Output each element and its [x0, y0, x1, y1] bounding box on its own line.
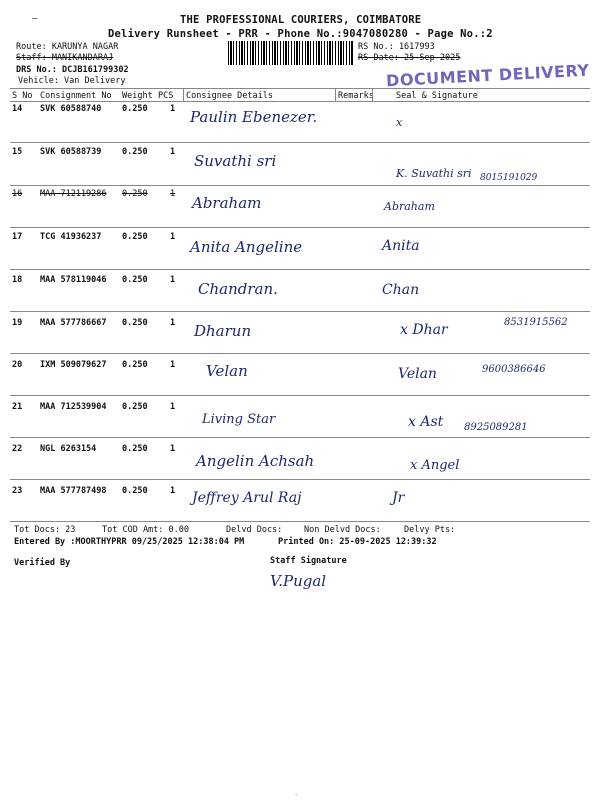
row-divider [10, 395, 590, 396]
col-divider [372, 88, 373, 102]
row-divider [10, 227, 590, 228]
row-divider [10, 269, 590, 270]
row-weight: 0.250 [122, 486, 148, 496]
row-weight: 0.250 [122, 104, 148, 114]
header-line-top [10, 88, 590, 89]
col-pcs: PCS [158, 91, 174, 101]
row-consignment: IXM 509079627 [40, 360, 107, 370]
row-sno: 14 [12, 104, 23, 114]
rs-date: RS Date: 25-Sep-2025 [358, 53, 461, 63]
row-weight: 0.250 [122, 318, 148, 328]
row-phone: 8015191029 [480, 173, 538, 183]
row-weight: 0.250 [122, 360, 148, 370]
drs-number: DRS No.: DCJB161799302 [16, 65, 129, 75]
row-consignment: MAA 712539904 [40, 402, 107, 412]
row-pcs: 1 [170, 104, 176, 114]
row-weight: 0.250 [122, 189, 148, 199]
row-signature: x Dhar [400, 322, 448, 338]
row-consignee: Angelin Achsah [196, 452, 315, 470]
vehicle-label: Vehicle: Van Delivery [18, 76, 126, 86]
row-sno: 21 [12, 402, 23, 412]
col-divider [183, 88, 184, 102]
row-divider [10, 142, 590, 143]
row-divider [10, 479, 590, 480]
page-bottom-mark: - [294, 790, 300, 800]
col-consignment: Consignment No [40, 91, 112, 101]
row-sno: 16 [12, 189, 23, 199]
row-signature: Abraham [384, 200, 435, 213]
staff-signature-mark: V.Pugal [270, 572, 327, 590]
non-delivered-docs: Non Delvd Docs: [304, 525, 381, 535]
row-consignment: SVK 60588740 [40, 104, 102, 114]
row-signature: Chan [382, 282, 420, 298]
row-pcs: 1 [170, 275, 176, 285]
row-consignee: Paulin Ebenezer. [190, 108, 318, 126]
col-sno: S No [12, 91, 33, 101]
row-weight: 0.250 [122, 402, 148, 412]
col-remarks: Remarks [338, 91, 374, 101]
rs-number: RS No.: 1617993 [358, 42, 435, 52]
row-pcs: 1 [170, 189, 176, 199]
row-divider [10, 185, 590, 186]
corner-mark: – [32, 14, 38, 24]
runsheet-subtitle: Delivery Runsheet - PRR - Phone No.:9047080280 - Page No.:2 [108, 28, 493, 40]
row-sno: 15 [12, 147, 23, 157]
total-cod: Tot COD Amt: 0.00 [102, 525, 189, 535]
row-consignee: Chandran. [198, 280, 278, 298]
row-consignment: NGL 6263154 [40, 444, 97, 454]
row-consignment: SVK 60588739 [40, 147, 102, 157]
row-pcs: 1 [170, 147, 176, 157]
row-sno: 18 [12, 275, 23, 285]
row-divider [10, 437, 590, 438]
company-title: THE PROFESSIONAL COURIERS, COIMBATORE [180, 14, 422, 26]
row-consignee: Living Star [202, 412, 276, 427]
row-weight: 0.250 [122, 232, 148, 242]
row-consignee: Velan [206, 362, 248, 380]
delivered-docs: Delvd Docs: [226, 525, 283, 535]
total-docs: Tot Docs: 23 [14, 525, 76, 535]
row-sno: 22 [12, 444, 23, 454]
row-consignee: Abraham [192, 194, 262, 212]
row-sno: 17 [12, 232, 23, 242]
verified-by: Verified By [14, 558, 71, 568]
row-signature: Jr [392, 490, 405, 506]
row-sno: 20 [12, 360, 23, 370]
row-divider [10, 311, 590, 312]
col-divider [335, 88, 336, 102]
row-pcs: 1 [170, 318, 176, 328]
row-weight: 0.250 [122, 275, 148, 285]
row-pcs: 1 [170, 402, 176, 412]
row-weight: 0.250 [122, 444, 148, 454]
col-consignee: Consignee Details [186, 91, 273, 101]
row-signature: Velan [398, 366, 437, 382]
row-consignee: Anita Angeline [190, 238, 303, 256]
row-consignment: MAA 577787498 [40, 486, 107, 496]
row-phone: 8925089281 [464, 422, 528, 433]
row-sno: 19 [12, 318, 23, 328]
delivery-points: Delvy Pts: [404, 525, 456, 535]
row-signature: K. Suvathi sri [396, 167, 472, 180]
row-signature: x Ast [408, 414, 444, 430]
row-consignment: MAA 712119286 [40, 189, 107, 199]
row-weight: 0.250 [122, 147, 148, 157]
row-pcs: 1 [170, 232, 176, 242]
row-phone: 9600386646 [482, 364, 546, 375]
row-pcs: 1 [170, 444, 176, 454]
row-pcs: 1 [170, 486, 176, 496]
row-divider [10, 521, 590, 522]
row-signature: x [396, 116, 403, 129]
row-signature: x Angel [410, 458, 460, 473]
row-consignment: MAA 578119046 [40, 275, 107, 285]
row-divider [10, 353, 590, 354]
row-consignee: Jeffrey Arul Raj [192, 490, 302, 506]
route-label: Route: KARUNYA NAGAR [16, 42, 119, 52]
header-line-bottom [10, 101, 590, 102]
barcode [228, 41, 354, 65]
staff-signature-label: Staff Signature [270, 556, 347, 566]
row-phone: 8531915562 [504, 317, 568, 328]
staff-label: Staff: MANIKANDARAJ [16, 53, 114, 63]
entered-by: Entered By :MOORTHYPRR 09/25/2025 12:38:04 PM [14, 537, 245, 547]
col-seal-signature: Seal & Signature [396, 91, 478, 101]
row-consignee: Dharun [194, 322, 252, 340]
row-pcs: 1 [170, 360, 176, 370]
row-signature: Anita [382, 238, 420, 254]
row-consignment: TCG 41936237 [40, 232, 102, 242]
printed-on: Printed On: 25-09-2025 12:39:32 [278, 537, 437, 547]
row-consignment: MAA 577786667 [40, 318, 107, 328]
row-consignee: Suvathi sri [194, 152, 277, 170]
row-sno: 23 [12, 486, 23, 496]
document-delivery-stamp: DOCUMENT DELIVERY [385, 60, 590, 91]
col-weight: Weight [122, 91, 153, 101]
